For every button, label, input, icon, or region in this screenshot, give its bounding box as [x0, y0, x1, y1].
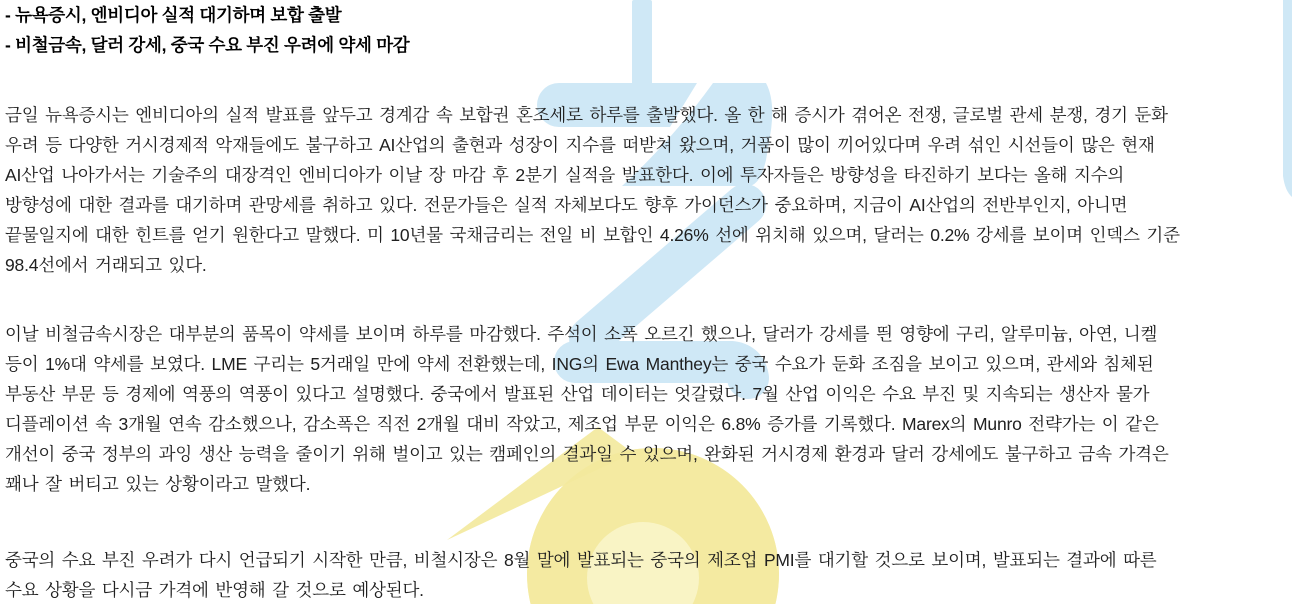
body-text-line: 방향성에 대한 결과를 대기하며 관망세를 취하고 있다. 전문가들은 실적 자체보다도 향후 가이던스가 중요하며, 지금이 AI산업의 전반부인지, 아니면	[5, 195, 1128, 215]
body-text-line: 등이 1%대 약세를 보였다. LME 구리는 5거래일 만에 약세 전환했는데, ING의 Ewa Manthey는 중국 수요가 둔화 조짐을 보이고 있으며, 관세와 침체된	[5, 354, 1154, 374]
body-text-line: 98.4선에서 거래되고 있다.	[5, 255, 207, 275]
article-body	[5, 100, 1288, 604]
paragraph	[5, 319, 1288, 499]
body-text-line: 개선이 중국 정부의 과잉 생산 능력을 줄이기 위해 벌이고 있는 캠페인의 결과일 수 있으며, 완화된 거시경제 환경과 달러 강세에도 불구하고 금속 가격은	[5, 444, 1169, 464]
body-text-line: AI산업 나아가서는 기술주의 대장격인 엔비디아가 이날 장 마감 후 2분기 실적을 발표한다. 이에 투자자들은 방향성을 타진하기 보다는 올해 지수의	[5, 165, 1125, 185]
body-text-line: 꽤나 잘 버티고 있는 상황이라고 말했다.	[5, 474, 311, 494]
body-text-line: 수요 상황을 다시금 가격에 반영해 갈 것으로 예상된다.	[5, 580, 424, 600]
body-text-line: 이날 비철금속시장은 대부분의 품목이 약세를 보이며 하루를 마감했다. 주석이 소폭 오르긴 했으나, 달러가 강세를 띈 영향에 구리, 알루미늄, 아연, 니켈	[5, 324, 1158, 344]
body-text-line: 부동산 부문 등 경제에 역풍의 역풍이 있다고 설명했다. 중국에서 발표된 산업 데이터는 엇갈렸다. 7월 산업 이익은 수요 부진 및 지속되는 생산자 물가	[5, 384, 1150, 404]
report-content	[5, 0, 1288, 604]
body-text-line: 끝물일지에 대한 힌트를 얻기 원한다고 말했다. 미 10년물 국채금리는 전일 비 보합인 4.26% 선에 위치해 있으며, 달러는 0.2% 강세를 보이며 인덱스 기준	[5, 225, 1180, 245]
headline-base-metals: - 비철금속, 달러 강세, 중국 수요 부진 우려에 약세 마감	[5, 35, 410, 55]
paragraph	[5, 100, 1288, 280]
body-text-line: 중국의 수요 부진 우려가 다시 언급되기 시작한 만큼, 비철시장은 8월 말에 발표되는 중국의 제조업 PMI를 대기할 것으로 보이며, 발표되는 결과에 따른	[5, 550, 1157, 570]
headline-nyse: - 뉴욕증시, 엔비디아 실적 대기하며 보합 출발	[5, 5, 342, 25]
body-text-line: 우려 등 다양한 거시경제적 악재들에도 불구하고 AI산업의 출현과 성장이 지수를 떠받쳐 왔으며, 거품이 많이 끼어있다며 우려 섞인 시선들이 많은 현재	[5, 135, 1155, 155]
body-text-line: 금일 뉴욕증시는 엔비디아의 실적 발표를 앞두고 경계감 속 보합권 혼조세로 하루를 출발했다. 올 한 해 증시가 겪어온 전쟁, 글로벌 관세 분쟁, 경기 둔화	[5, 105, 1168, 125]
headline-block	[5, 0, 1288, 60]
body-text-line: 디플레이션 속 3개월 연속 감소했으나, 감소폭은 직전 2개월 대비 작았고, 제조업 부문 이익은 6.8% 증가를 기록했다. Marex의 Munro 전략가는 이 같은	[5, 414, 1159, 434]
paragraph	[5, 545, 1288, 604]
